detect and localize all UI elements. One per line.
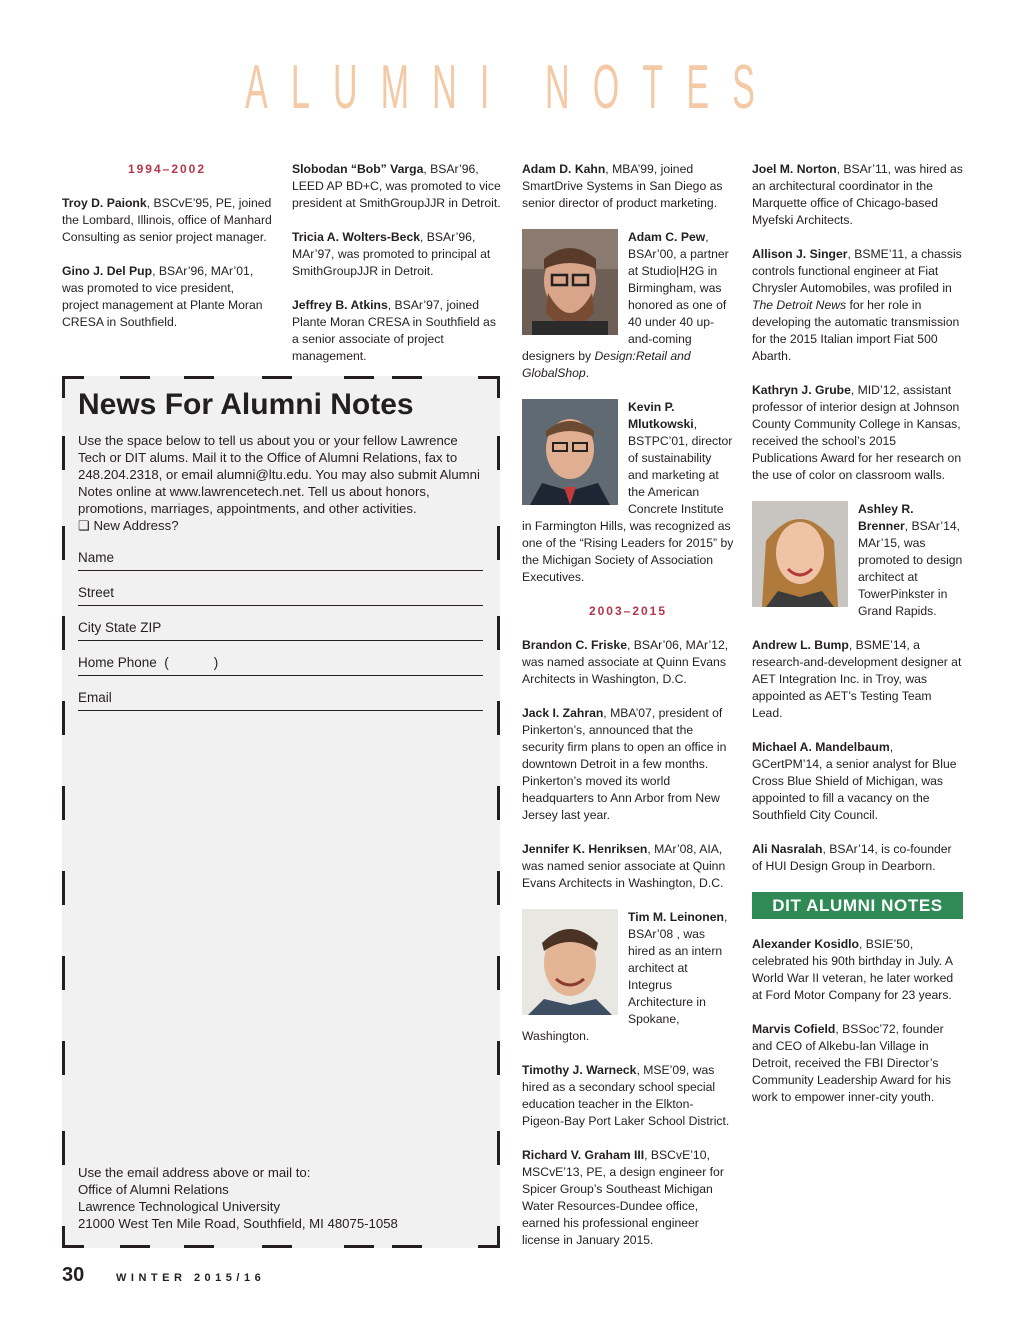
note-brenner: Ashley R. Brenner, BSAr’14, MAr’15, was promoted to design architect at TowerPinkster in Grand Rapids.: [752, 501, 964, 620]
note-leinonen: Tim M. Leinonen, BSAr’08 , was hired as an intern architect at Integrus Architecture in Spokane, Washington.: [522, 910, 728, 1043]
column-2: [292, 161, 504, 382]
dit-alumni-notes-heading: DIT ALUMNI NOTES: [752, 892, 963, 919]
note-friske: Brandon C. Friske, BSAr’06, MAr’12, was named associate at Quinn Evans Architects in Washington, D.C.: [522, 638, 729, 686]
note-norton: Joel M. Norton, BSAr’11, was hired as an architectural coordinator in the Marquette office of Chicago-based Myefski Architects.: [752, 162, 963, 227]
note-zahran: Jack I. Zahran, MBA’07, president of Pinkerton’s, announced that the security firm plans to open an office in downtown Detroit in a few months. Pinkerton’s moved its world headquarters to Ann Arbor from New Jersey last year.: [522, 706, 727, 822]
note-nasralah: Ali Nasralah, BSAr’14, is co-founder of HUI Design Group in Dearborn.: [752, 842, 952, 873]
form-title: News For Alumni Notes: [78, 388, 414, 421]
note-grube: Kathryn J. Grube, MID’12, assistant professor of interior design at Johnson County Community College in Kansas, received the school’s 2015 Publications Award for her research on the use of color on classroom walls.: [752, 383, 962, 482]
portrait-ashley-brenner: [752, 501, 848, 607]
note-cofield: Marvis Cofield, BSSoc’72, founder and CEO of Alkebu-lan Village in Detroit, received the FBI Director’s Community Leadership Award for his work to empower inner-city youth.: [752, 1022, 951, 1104]
portrait-kevin-mlutkowski: [522, 399, 618, 505]
note-singer: Allison J. Singer, BSME’11, a chassis controls functional engineer at Fiat Chrysler Automobiles, was profiled in The Detroit News for her role in developing the automatic transmission for the 2015 Italian import Fiat 500 Abarth.: [752, 247, 962, 363]
portrait-tim-leinonen: [522, 909, 618, 1015]
note-kosidlo: Alexander Kosidlo, BSIE’50, celebrated his 90th birthday in July. A World War II veteran, he later worked at Ford Motor Company for 23 years.: [752, 937, 954, 1002]
page-number: 30: [62, 1264, 85, 1286]
note-paionk: Troy D. Paionk, BSCvE’95, PE, joined the Lombard, Illinois, office of Manhard Consulting as senior project manager.: [62, 196, 272, 244]
note-wolters-beck: Tricia A. Wolters-Beck, BSAr’96, MAr’97, was promoted to principal at SmithGroupJJR in Detroit.: [292, 230, 491, 278]
name-field[interactable]: Name: [78, 548, 483, 571]
note-del-pup: Gino J. Del Pup, BSAr’96, MAr’01, was promoted to vice president, project management at Plante Moran CRESA in Southfield.: [62, 264, 263, 329]
note-bump: Andrew L. Bump, BSME’14, a research-and-development designer at AET Integration Inc. in Troy, was appointed as AET’s Testing Team Lead.: [752, 638, 962, 720]
note-henriksen: Jennifer K. Henriksen, MAr’08, AIA, was named senior associate at Quinn Evans Architects in Washington, D.C.: [522, 842, 726, 890]
note-mlutkowski: Kevin P. Mlutkowski, BSTPC’01, director of sustainability and marketing at the American Concrete Institute in Farmington Hills, was recognized as one of the “Rising Leaders for 2015” by the Michigan Society of Association Executives.: [522, 400, 734, 584]
news-form: [62, 376, 500, 1248]
street-field[interactable]: Street: [78, 583, 483, 606]
note-mandelbaum: Michael A. Mandelbaum, GCertPM’14, a senior analyst for Blue Cross Blue Shield of Michigan, was appointed to fill a vacancy on the Southfield City Council.: [752, 740, 957, 822]
mailing-address: Use the email address above or mail to: Office of Alumni Relations Lawrence Technological University 21000 West Ten Mile Road, Southfield, MI 48075-1058: [78, 1165, 398, 1231]
issue-label: WINTER 2015/16: [116, 1272, 266, 1284]
section-heading-1994-2002: 1994–2002: [127, 162, 207, 176]
portrait-adam-pew: [522, 229, 618, 335]
form-description: Use the space below to tell us about you or your fellow Lawrence Tech or DIT alums. Mail it to the Office of Alumni Relations, fax to 248.204.2318, or email alumni@ltu.edu. You may also submit Alumni Notes online at www.lawrencetech.net. Tell us about honors, promotions, marriages, appointments, and other activities.: [78, 433, 480, 516]
note-kahn: Adam D. Kahn, MBA’99, joined SmartDrive Systems in San Diego as senior director of product marketing.: [522, 162, 723, 210]
column-4: [752, 161, 964, 1123]
home-phone-field[interactable]: Home Phone ( ): [78, 653, 483, 676]
new-address-option[interactable]: ❏ New Address?: [78, 518, 179, 533]
note-graham: Richard V. Graham III, BSCvE’10, MSCvE’13, PE, a design engineer for Spicer Group’s Southeast Michigan Water Resources-Dundee office, earned his professional engineer license in January 2015.: [522, 1148, 724, 1247]
note-varga: Slobodan “Bob” Varga, BSAr’96, LEED AP BD+C, was promoted to vice president at SmithGroupJJR in Detroit.: [292, 162, 501, 210]
column-1: [62, 161, 272, 348]
section-heading-2003-2015: 2003–2015: [588, 604, 668, 618]
city-state-zip-field[interactable]: City State ZIP: [78, 618, 483, 641]
email-field[interactable]: Email: [78, 688, 483, 711]
checkbox-icon[interactable]: ❏: [78, 518, 90, 533]
column-3: [522, 161, 734, 1266]
note-pew: Adam C. Pew, BSAr’00, a partner at Studio|H2G in Birmingham, was honored as one of 40 under 40 up-and-coming designers by Design:Retail and GlobalShop.: [522, 230, 729, 380]
note-atkins: Jeffrey B. Atkins, BSAr’97, joined Plante Moran CRESA in Southfield as a senior associate of project management.: [292, 298, 496, 363]
note-warneck: Timothy J. Warneck, MSE’09, was hired as a secondary school special education teacher in the Elkton-Pigeon-Bay Port Laker School District.: [522, 1063, 730, 1128]
page-title: ALUMNI NOTES: [245, 53, 779, 122]
